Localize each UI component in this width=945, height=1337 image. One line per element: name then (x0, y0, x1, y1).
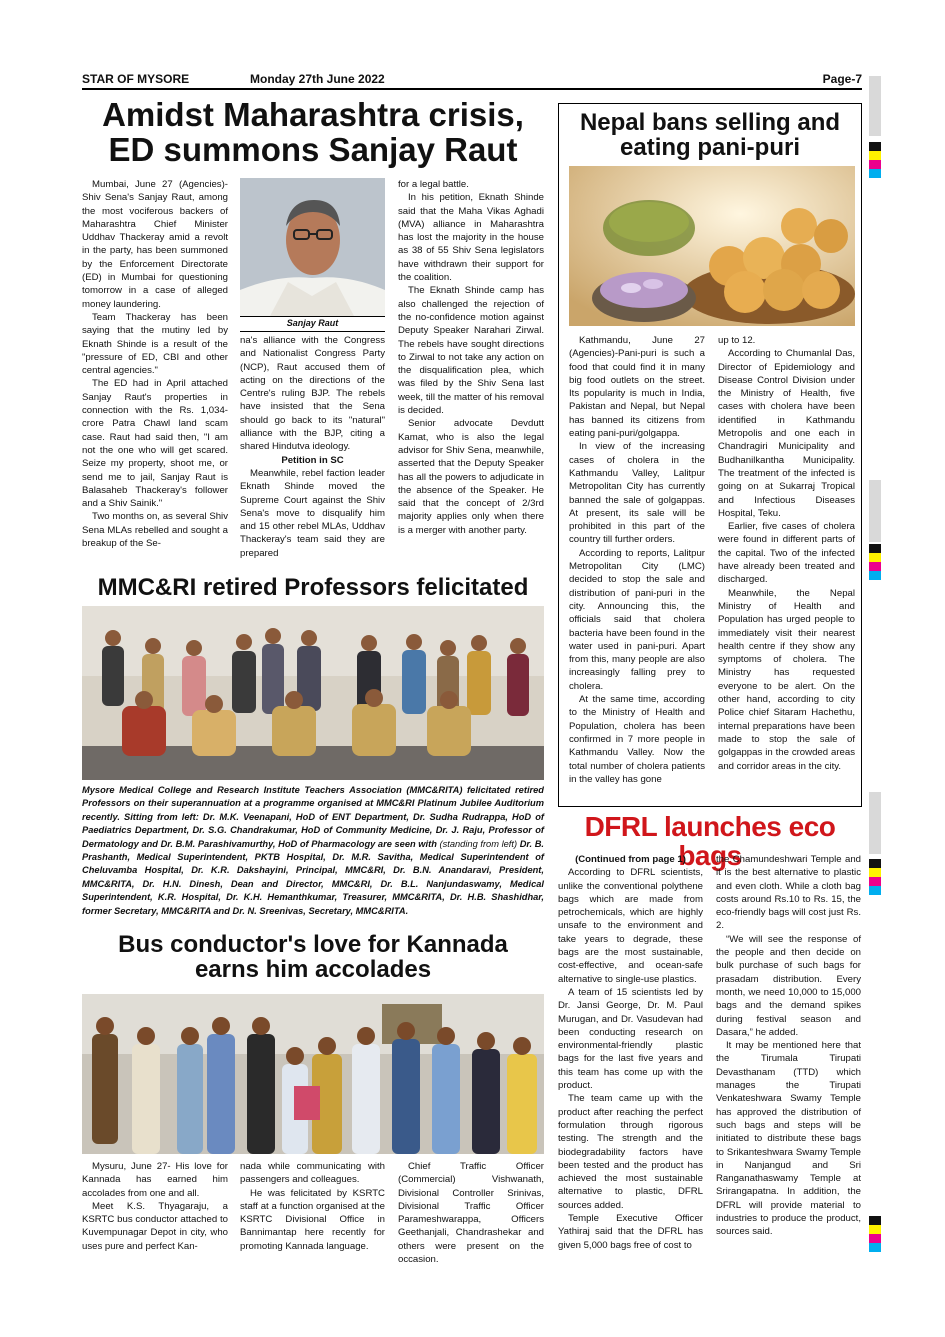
bus-column-1: Mysuru, June 27- His love for Kannada has earned him accolades from one and all. Meet K.S. Thyagaraju, a KSRTC bus conductor attached to Kuvempunagar Depot in city, who uses pure and perfect Kan- (82, 1161, 228, 1252)
mmc-photo-caption: Mysore Medical College and Research Institute Teachers Association (MMC&RITA) felicitated retired Professors on their superannuation at a programme organised at MMC&RI Platinum Jubilee Auditorium recently. Sitting from left: Dr. M.K. Veenapani, HoD of ENT Department, Dr. Sudha Rudrappa, HoD of Paediatrics Department, Dr. S.G. Chandrakumar, HoD of Community Medicine, Dr. J. Raju, Professor of Dermatology and Dr. B.M. Parashivamurthy, HoD of Pharmacology are seen with (standing from left) Dr. B. Prashanth, Medical Superintendent, PKTB Hospital, Dr. M.R. Savitha, Medical Superintendent of Cheluvamba Hospital, Dr. K.R. Dakshayini, Principal, MMC&RI, Dr. B.N. Anandaravi, President, MMC&RITA, Dr. H.N. Dinesh, Dean and Director, MMC&RI, Dr. B.L. Nanjundaswamy, Medical Superintendent, K.R. Hospital, Dr. K.H. Hemanthkumar, Treasurer, MMC&RITA, Dr. H.B. Shashidhar, former Secretary, MMC&RITA and Dr. N. Sreenivas, Secretary, MMC&RITA. (82, 785, 545, 916)
gray-bar (869, 792, 881, 854)
paper-name: STAR OF MYSORE (82, 72, 190, 86)
dfrl-headline: DFRL launches eco bags (584, 811, 836, 872)
mmc-felicitation-photo (82, 606, 544, 780)
sanjay-raut-photo (240, 178, 385, 316)
gray-bar (869, 76, 881, 136)
masthead (82, 70, 862, 90)
raut-column-1: Mumbai, June 27 (Agencies)- Shiv Sena's Sanjay Raut, among the most vociferous backers of Maharashtra Chief Minister Uddhav Thackeray amid a revolt in the party, has been summoned by the Enforcement Directorate (ED) in Mumbai for questioning tomorrow in a case of alleged money laundering. Team Thackeray has been saying that the mutiny led by Eknath Shinde is a result of the "pressure of ED, CBI and other central agencies." The ED had in April attached Sanjay Raut's properties in connection with the Rs. 1,034-crore Patra Chawl land scam case. Raut had said then, "I am not the one who will get scared. Seize my property, shoot me, or send me to jail, Sanjay Raut is Balasaheb Thackeray's follower and a Shiv Sainik." Two months on, as several Shiv Sena MLAs rebelled and sought a breakup of the Se- (82, 179, 228, 550)
bus-conductor-photo (82, 994, 544, 1154)
raut-headline: Amidst Maharashtra crisis, ED summons Sanjay Raut (102, 96, 524, 168)
mmc-headline: MMC&RI retired Professors felicitated (97, 574, 529, 601)
pani-puri-photo (569, 166, 855, 326)
bus-headline: Bus conductor's love for Kannada earns him accolades (118, 931, 508, 984)
raut-photo-caption: Sanjay Raut (240, 316, 385, 332)
registration-marks (869, 76, 881, 1276)
bus-column-3: Chief Traffic Officer (Commercial) Vishwanath, Divisional Controller Srinivas, Divisional Traffic Officer Parameshwarappa, Officers Geethanjali, Chandrashekar and others were present on the occasion. (398, 1161, 544, 1266)
page-number: Page-7 (822, 72, 862, 86)
dfrl-column-1: (Continued from page 1) According to DFRL scientists, unlike the conventional polythene bags which are made from petrochemicals, which are highly unsafe to the environment and take years to degrade, these bags are the most sustainable, cost-effective, and ocean-safe alternative to single-use plastics. A team of 15 scientists led by Dr. Jansi George, Dr. M. Paul Murugan, and Dr. Vasudevan had been conducting research on environmental-friendly plastic bags for the last five years and this team has come up with the product. The team came up with the product after reaching the perfect formulation through rigorous testing. The strength and the biodegradability factors have been tested and the product has achieved the most sustainable alternative to plastic, DFRL sources added. Temple Executive Officer Yathiraj said that the DFRL has given 5,000 bags free of cost to (558, 854, 703, 1251)
nepal-column-2: up to 12. According to Chumanlal Das, Director of Epidemiology and Disease Control Division under the Ministry of Health, five cases with cholera have been identified in Kathmandu Metropolis and one each in Chandragiri Municipality and Budhanilkantha Municipality. The treatment of the infected is going on at Sukarraj Tropical and Infectious Diseases Hospital, Teku. Earlier, five cases of cholera were found in different parts of the capital. Two of the infected have already been treated and discharged. Meanwhile, the Nepal Ministry of Health and Population has urged people to immediately visit their nearest health centre if they show any symptoms of cholera. The Ministry has requested everyone to be alert. On the other hand, according to city Police chief Sitaram Hachethu, internal preparations have been made to stop the sale of golgappas in the crowded areas and corridor areas in the city. (718, 335, 855, 772)
raut-column-3: for a legal battle. In his petition, Eknath Shinde said that the Maha Vikas Aghadi (MVA) alliance in Maharashtra has lost the majority in the house as 38 of 55 Shiv Sena legislators have withdrawn their support for the coalition. The Eknath Shinde camp has also challenged the rejection of the no-confidence motion against Deputy Speaker Narahari Zirwal. The rebels have sought directions to Zirwal to not take any action on the disqualification plea, which was filed by the Shiv Sena last week, till the matter of his removal is decided. Senior advocate Devdutt Kamat, who is also the legal advisor for Shiv Sena, meanwhile, asserted that the Deputy Speaker has all the powers to adjudicate in the absence of the Speaker. He said that the concept of 2/3rd majority applies only when there is a merger with another party. (398, 179, 544, 536)
nepal-column-1: Kathmandu, June 27 (Agencies)-Pani-puri is such a food that could find it in many big food outlets on the street. Its popularity is much in India, Pakistan and Nepal, but Nepal has banned its citizens from eating pani-puri/golgappa. In view of the increasing cases of cholera in the Kathmandu Valley, Lalitpur Metropolitan City has currently banned the sale of golgappas. At present, its sale will be prohibited in this part of the country till further orders. According to reports, Lalitpur Metropolitan City (LMC) decided to stop the sale and distribution of pani-puri in the city. Announcing this, the officials said that cholera bacteria have been found in the water used in pani-puri. Apart from this, many people are also increasingly falling prey to cholera. At the same time, according to the Ministry of Health and Population, cholera has been confirmed in 7 more people in Kathmandu Valley. Now the total number of cholera patients in the valley has gone (569, 335, 705, 785)
dfrl-column-2: the Chamundeshwari Temple and it is the best alternative to plastic and even cloth. While a cloth bag costs around Rs.10 to Rs. 15, the eco-friendly bags will cost just Rs. 2. “We will see the response of the people and then decide on bulk purchase of such bags for prasadam distribution. Every month, we need 10,000 to 15,000 bags and the demand spikes during festival season and Dasara,” he added. It may be mentioned here that the Tirumala Tirupati Devasthanam (TTD) which manages the Tirupati Venkateshwara Swamy Temple has approved the distribution of such bags and steps will be initiated to distribute these bags to Srikanteshwara Swamy Temple in Nanjangud and Sri Ranganathaswamy Temple at Srirangapatna. In addition, the DFRL will provide material to industries to produce the product, sources said. (716, 854, 861, 1238)
bus-column-2: nada while communicating with passengers and colleagues. He was felicitated by KSRTC staff at a function organised at the KSRTC Divisional Office in Bannimantap here recently for promoting Kannada language. (240, 1161, 385, 1252)
issue-date: Monday 27th June 2022 (250, 72, 385, 86)
nepal-headline: Nepal bans selling and eating pani-puri (579, 109, 841, 162)
dfrl-continued-note: (Continued from page 1) (575, 854, 686, 865)
gray-bar (869, 480, 881, 542)
raut-column-2: na's alliance with the Congress and Nationalist Congress Party (NCP), Raut accused them of acting on the directions of the Centre's ruling BJP. The rebels have insisted that the Sena should go back to its "natural" alliance with the BJP, citing a shared Hindutva ideology. Petition in SC Meanwhile, rebel faction leader Eknath Shinde moved the Supreme Court against the Shiv Sena's move to disqualify him and 15 other rebel MLAs, Uddhav Thackeray's team said they are prepared (240, 335, 385, 559)
